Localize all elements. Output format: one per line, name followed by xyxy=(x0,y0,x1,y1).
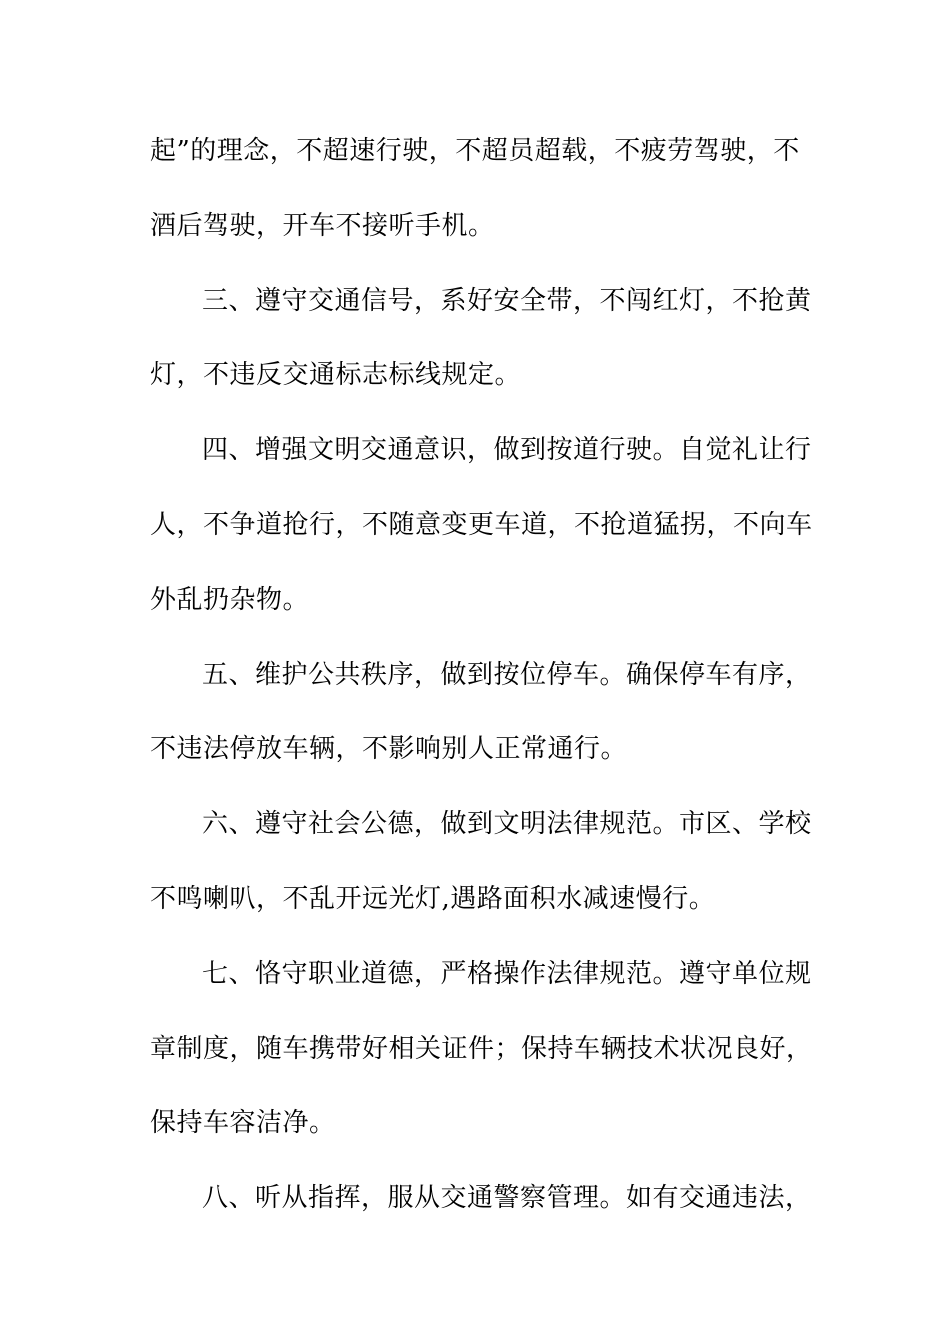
paragraph-start-line: 三、遵守交通信号，系好安全带，不闯红灯，不抢黄 xyxy=(202,286,812,316)
paragraph-start-line: 四、增强文明交通意识，做到按道行驶。自觉礼让行 xyxy=(202,435,812,465)
paragraph-start-line: 六、遵守社会公德，做到文明法律规范。市区、学校 xyxy=(202,809,812,839)
paragraph-start-line: 八、听从指挥，服从交通警察管理。如有交通违法， xyxy=(202,1183,812,1213)
text-line: 灯，不违反交通标志标线规定。 xyxy=(150,360,522,390)
text-line: 不违法停放车辆，不影响别人正常通行。 xyxy=(150,734,628,764)
text-line: 不鸣喇叭，不乱开远光灯,遇路面积水减速慢行。 xyxy=(150,884,716,914)
text-line: 人，不争道抢行，不随意变更车道，不抢道猛拐，不向车 xyxy=(150,510,813,540)
paragraph-start-line: 五、维护公共秩序，做到按位停车。确保停车有序， xyxy=(202,660,812,690)
paragraph-start-line: 七、恪守职业道德，严格操作法律规范。遵守单位规 xyxy=(202,959,812,989)
text-line: 章制度，随车携带好相关证件；保持车辆技术状况良好， xyxy=(150,1034,813,1064)
text-line: 保持车容洁净。 xyxy=(150,1108,336,1138)
text-line: 酒后驾驶，开车不接听手机。 xyxy=(150,211,495,241)
text-line: 外乱扔杂物。 xyxy=(150,585,310,615)
text-line: 起”的理念，不超速行驶，不超员超载，不疲劳驾驶，不 xyxy=(150,136,800,166)
